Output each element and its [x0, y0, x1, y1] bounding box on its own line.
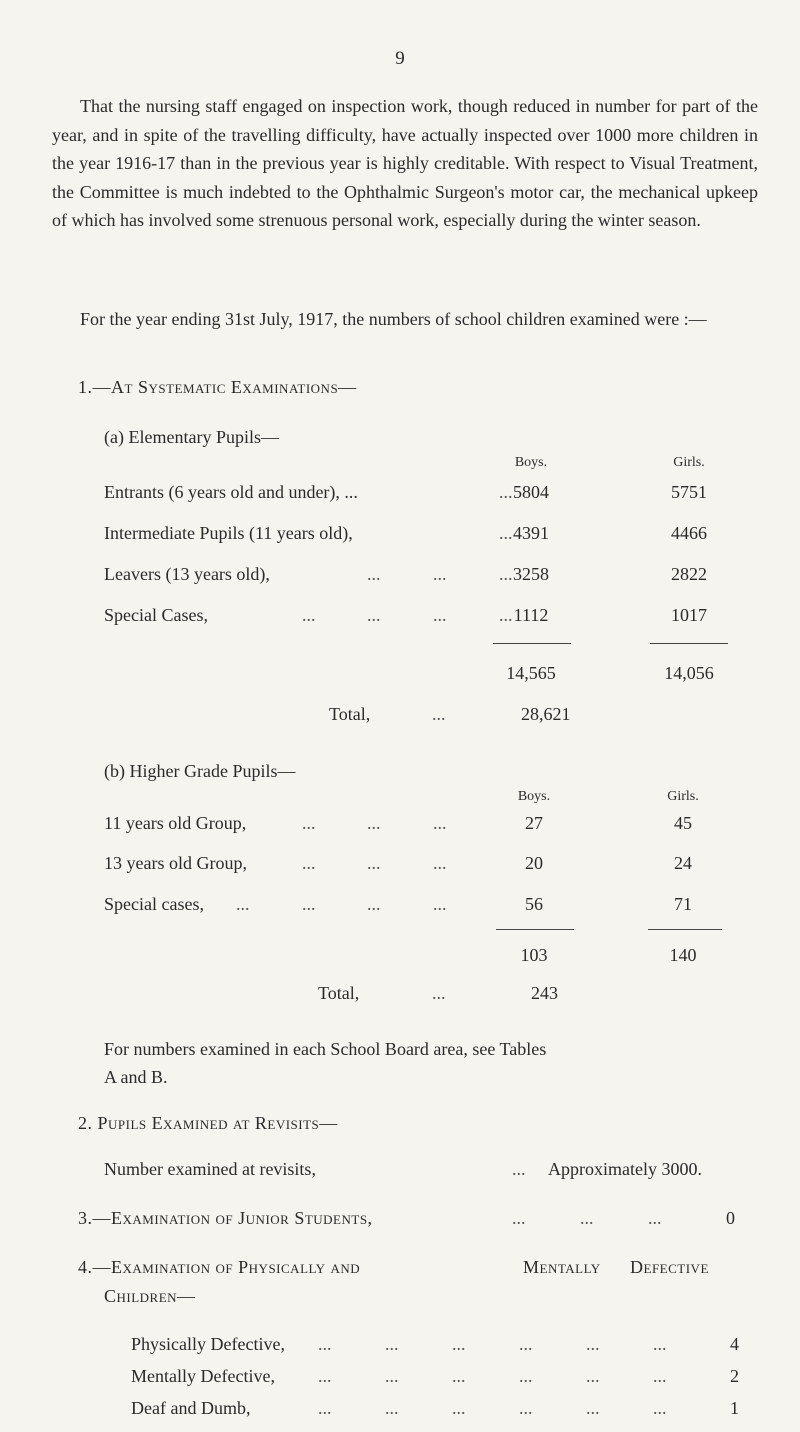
leader-dots: ... [302, 813, 316, 833]
elementary-col-girls: Girls. [673, 455, 705, 470]
row-value: 2 [730, 1366, 739, 1386]
row-label: Intermediate Pupils (11 years old), [104, 523, 353, 543]
higher-boys-rule [496, 929, 574, 930]
leader-dots: ... [519, 1366, 533, 1386]
higher-total: 243 [531, 983, 558, 1003]
leader-dots: ... [433, 564, 447, 584]
leader-dots: ... [302, 605, 316, 625]
row-girls: 71 [674, 894, 692, 914]
row-girls: 24 [674, 853, 692, 873]
section4-heading-defective: Defective [630, 1257, 709, 1277]
higher-col-boys: Boys. [517, 789, 551, 804]
leader-dots: ... [499, 564, 513, 584]
higher-total-label: Total, [318, 983, 360, 1003]
elementary-subtotal-girls: 14,056 [664, 663, 714, 683]
leader-dots: ... [385, 1334, 399, 1354]
leader-dots: ... [512, 1159, 526, 1179]
section3-heading: 3.—Examination of Junior Students, [78, 1208, 373, 1228]
row-girls: 2822 [671, 564, 707, 584]
higher-subtotal-boys: 103 [520, 945, 548, 965]
junior-students-value: 0 [726, 1208, 735, 1228]
section2-heading: 2. Pupils Examined at Revisits— [78, 1113, 338, 1133]
elementary-col-boys: Boys. [514, 455, 548, 470]
row-label: Physically Defective, [131, 1334, 285, 1354]
row-girls: 45 [674, 813, 692, 833]
leader-dots: ... [385, 1366, 399, 1386]
elementary-subheading: (a) Elementary Pupils— [104, 427, 279, 447]
leader-dots: ... [433, 894, 447, 914]
leader-dots: ... [318, 1366, 332, 1386]
leader-dots: ... [367, 853, 381, 873]
leader-dots: ... [648, 1208, 662, 1228]
leader-dots: ... [318, 1398, 332, 1418]
section4-heading: 4.—Examination of Physically and [78, 1257, 361, 1277]
leader-dots: ... [385, 1398, 399, 1418]
higher-girls-rule [648, 929, 722, 930]
elementary-total-label: Total, [329, 704, 371, 724]
revisits-label: Number examined at revisits, [104, 1159, 316, 1179]
leader-dots: ... [432, 704, 446, 724]
leader-dots: ... [653, 1334, 667, 1354]
row-label: 11 years old Group, [104, 813, 247, 833]
elementary-subtotal-boys: 14,565 [506, 663, 556, 683]
leader-dots: ... [586, 1334, 600, 1354]
leader-dots: ... [452, 1398, 466, 1418]
leader-dots: ... [653, 1398, 667, 1418]
row-value: 1 [730, 1398, 739, 1418]
row-boys: 4391 [513, 523, 549, 543]
row-boys: 27 [525, 813, 543, 833]
leader-dots: ... [367, 894, 381, 914]
leader-dots: ... [586, 1398, 600, 1418]
row-girls: 5751 [671, 482, 707, 502]
leader-dots: ... [236, 894, 250, 914]
section1-heading: 1.—At Systematic Examinations— [78, 377, 357, 397]
row-value: 4 [730, 1334, 739, 1354]
leader-dots: ... [302, 853, 316, 873]
intro-paragraph: That the nursing staff engaged on inspection work, though reduced in number for part of the year, and in spite of the travelling difficulty, have actually inspected over 1000 more children in the year 1916-17 than in the previous year is highly creditable. With respect to Visual Treatment, the Committee is much indebted to the Ophthalmic Surgeon's motor car, the mechanical upkeep of which has involved some strenuous personal work, especially during the winter season. [52, 96, 758, 230]
leader-dots: ... [367, 813, 381, 833]
leader-dots: ... [318, 1334, 332, 1354]
elementary-girls-rule [650, 643, 728, 644]
leader-dots: ... [452, 1334, 466, 1354]
leader-dots: ... [499, 523, 513, 543]
row-boys: 56 [525, 894, 543, 914]
row-label: Special cases, [104, 894, 204, 914]
leader-dots: ... [367, 564, 381, 584]
tables-note-line1: For numbers examined in each School Board area, see Tables [104, 1039, 547, 1059]
higher-subtotal-girls: 140 [669, 945, 697, 965]
leader-dots: ... [367, 605, 381, 625]
leader-dots: ... [499, 482, 513, 502]
tables-note-line2: A and B. [104, 1067, 168, 1087]
leader-dots: ... [432, 983, 446, 1003]
elementary-total: 28,621 [521, 704, 571, 724]
row-boys: 5804 [513, 482, 549, 502]
row-label: Deaf and Dumb, [131, 1398, 251, 1418]
leader-dots: ... [302, 894, 316, 914]
row-boys: 20 [525, 853, 543, 873]
row-girls: 1017 [671, 605, 707, 625]
row-girls: 4466 [671, 523, 707, 543]
revisits-value: Approximately 3000. [548, 1159, 702, 1179]
row-label: Mentally Defective, [131, 1366, 275, 1386]
row-boys: 1112 [513, 605, 549, 625]
leader-dots: ... [586, 1366, 600, 1386]
leader-dots: ... [653, 1366, 667, 1386]
page-number: 9 [395, 48, 405, 69]
elementary-boys-rule [493, 643, 571, 644]
row-label: 13 years old Group, [104, 853, 247, 873]
year-paragraph: For the year ending 31st July, 1917, the numbers of school children examined were :— [80, 309, 707, 329]
leader-dots: ... [452, 1366, 466, 1386]
higher-subheading: (b) Higher Grade Pupils— [104, 761, 296, 781]
leader-dots: ... [433, 813, 447, 833]
leader-dots: ... [519, 1334, 533, 1354]
row-label: Leavers (13 years old), [104, 564, 270, 584]
leader-dots: ... [433, 605, 447, 625]
row-label: Special Cases, [104, 605, 208, 625]
section4-heading-children: Children— [104, 1286, 196, 1306]
section4-heading-mentally: Mentally [523, 1257, 601, 1277]
leader-dots: ... [580, 1208, 594, 1228]
higher-col-girls: Girls. [667, 789, 699, 804]
leader-dots: ... [512, 1208, 526, 1228]
row-boys: 3258 [513, 564, 549, 584]
leader-dots: ... [499, 605, 513, 625]
leader-dots: ... [519, 1398, 533, 1418]
row-label: Entrants (6 years old and under), ... [104, 482, 358, 502]
leader-dots: ... [433, 853, 447, 873]
